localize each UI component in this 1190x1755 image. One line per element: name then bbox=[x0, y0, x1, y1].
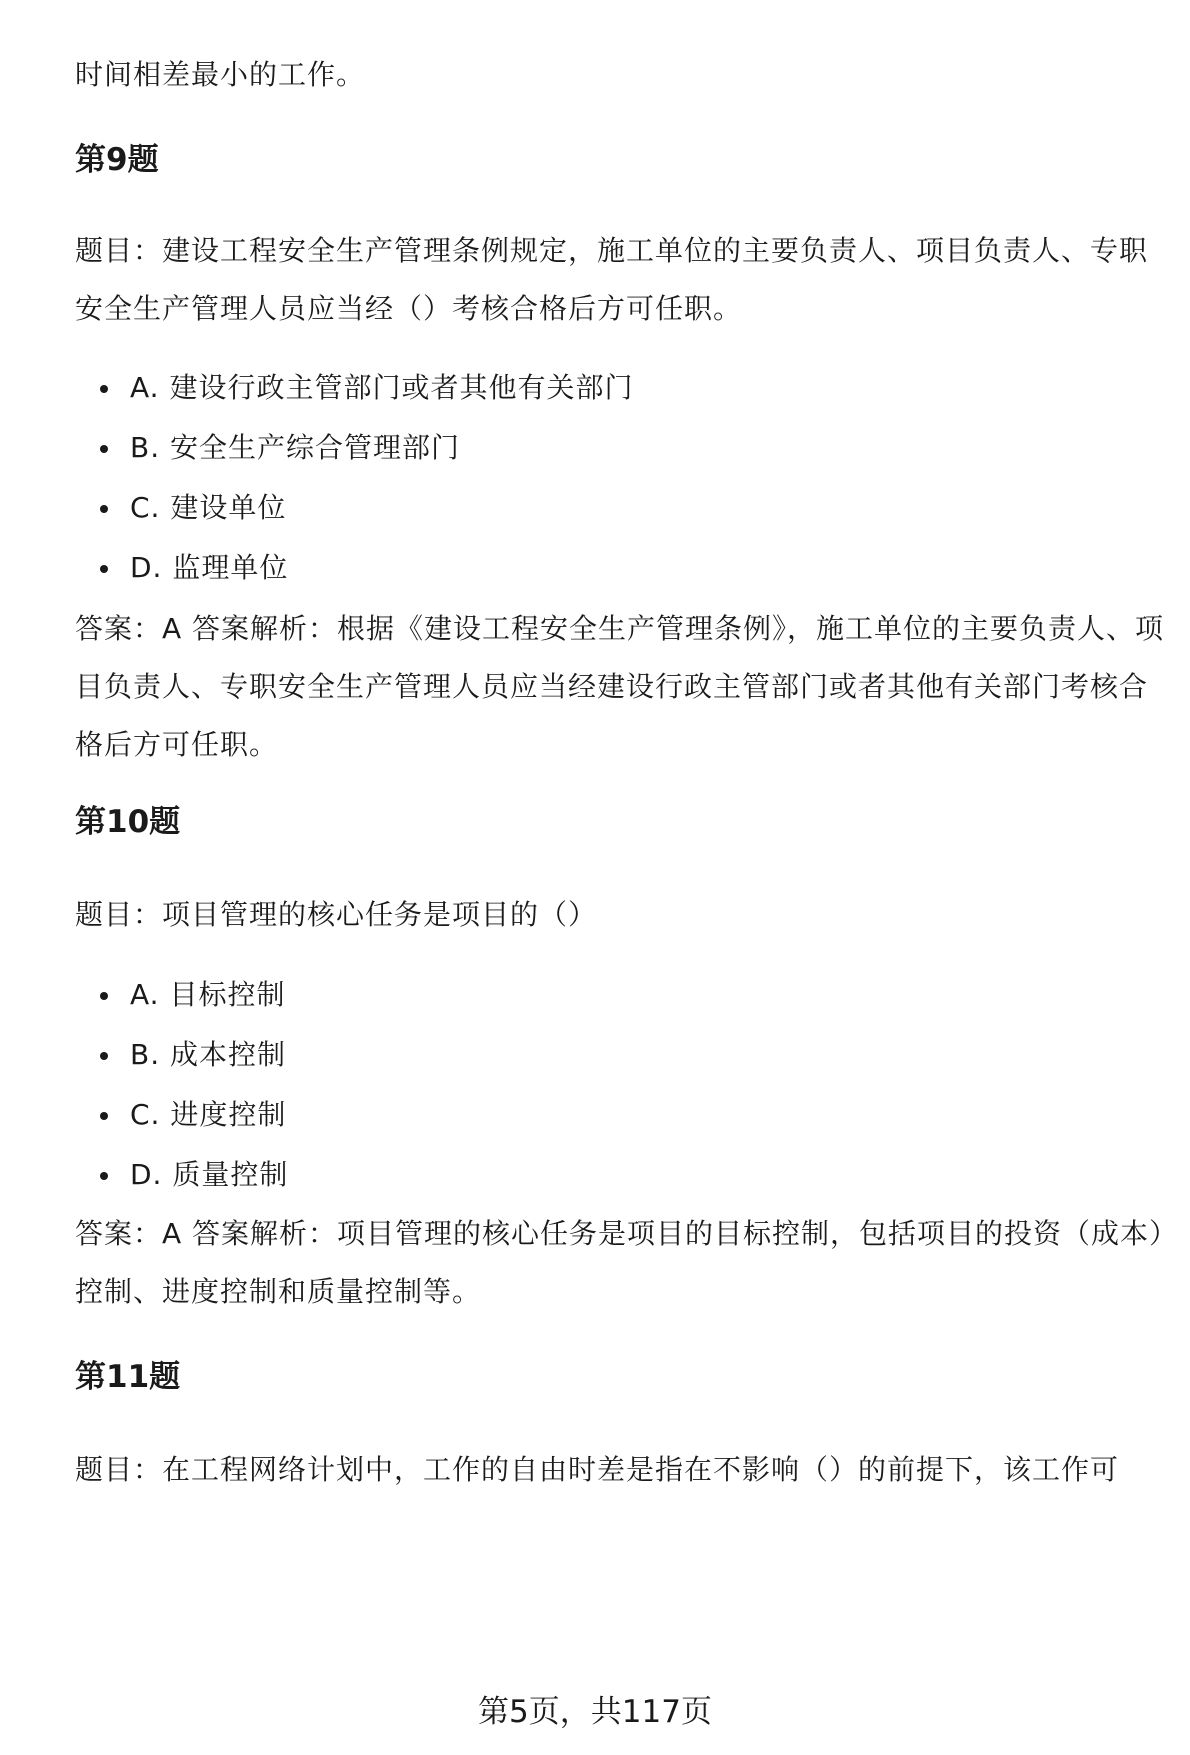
option-item bbox=[75, 1025, 288, 1085]
question-heading: 第10题 bbox=[75, 804, 181, 840]
option-label: D. 质量控制 bbox=[130, 1158, 289, 1191]
option-item bbox=[75, 358, 633, 418]
option-label: C. 建设单位 bbox=[130, 491, 287, 524]
option-item bbox=[75, 965, 288, 1025]
bullet-icon bbox=[100, 385, 108, 393]
option-list bbox=[75, 358, 633, 598]
question-stem: 题目：建设工程安全生产管理条例规定，施工单位的主要负责人、项目负责人、专职安全生产管理人员应当经（）考核合格后方可任职。 bbox=[75, 234, 1149, 325]
question-heading: 第11题 bbox=[75, 1359, 181, 1395]
bullet-icon bbox=[100, 565, 108, 573]
option-label: B. 成本控制 bbox=[130, 1038, 287, 1071]
question-heading: 第9题 bbox=[75, 142, 159, 178]
bullet-icon bbox=[100, 992, 108, 1000]
question-stem: 题目：项目管理的核心任务是项目的（） bbox=[75, 898, 598, 931]
option-item bbox=[75, 418, 633, 478]
option-label: C. 进度控制 bbox=[130, 1098, 287, 1131]
intro-fragment: 时间相差最小的工作。 bbox=[75, 58, 366, 91]
option-item bbox=[75, 1145, 288, 1205]
bullet-icon bbox=[100, 1052, 108, 1060]
bullet-icon bbox=[100, 505, 108, 513]
answer-text: 答案：A 答案解析：根据《建设工程安全生产管理条例》，施工单位的主要负责人、项目负责人、专职安全生产管理人员应当经建设行政主管部门或者其他有关部门考核合格后方可任职。 bbox=[75, 612, 1165, 761]
answer-text: 答案：A 答案解析：项目管理的核心任务是项目的目标控制，包括项目的投资（成本）控制、进度控制和质量控制等。 bbox=[75, 1217, 1165, 1308]
option-item bbox=[75, 538, 633, 598]
bullet-icon bbox=[100, 1112, 108, 1120]
option-label: D. 监理单位 bbox=[130, 551, 289, 584]
bullet-icon bbox=[100, 445, 108, 453]
option-label: A. 目标控制 bbox=[130, 978, 286, 1011]
option-item bbox=[75, 478, 633, 538]
page-footer: 第5页，共117页 bbox=[478, 1694, 712, 1730]
option-item bbox=[75, 1085, 288, 1145]
option-list bbox=[75, 965, 288, 1205]
bullet-icon bbox=[100, 1172, 108, 1180]
option-label: A. 建设行政主管部门或者其他有关部门 bbox=[130, 371, 634, 404]
question-stem: 题目：在工程网络计划中，工作的自由时差是指在不影响（）的前提下，该工作可 bbox=[75, 1453, 1120, 1486]
option-label: B. 安全生产综合管理部门 bbox=[130, 431, 461, 464]
